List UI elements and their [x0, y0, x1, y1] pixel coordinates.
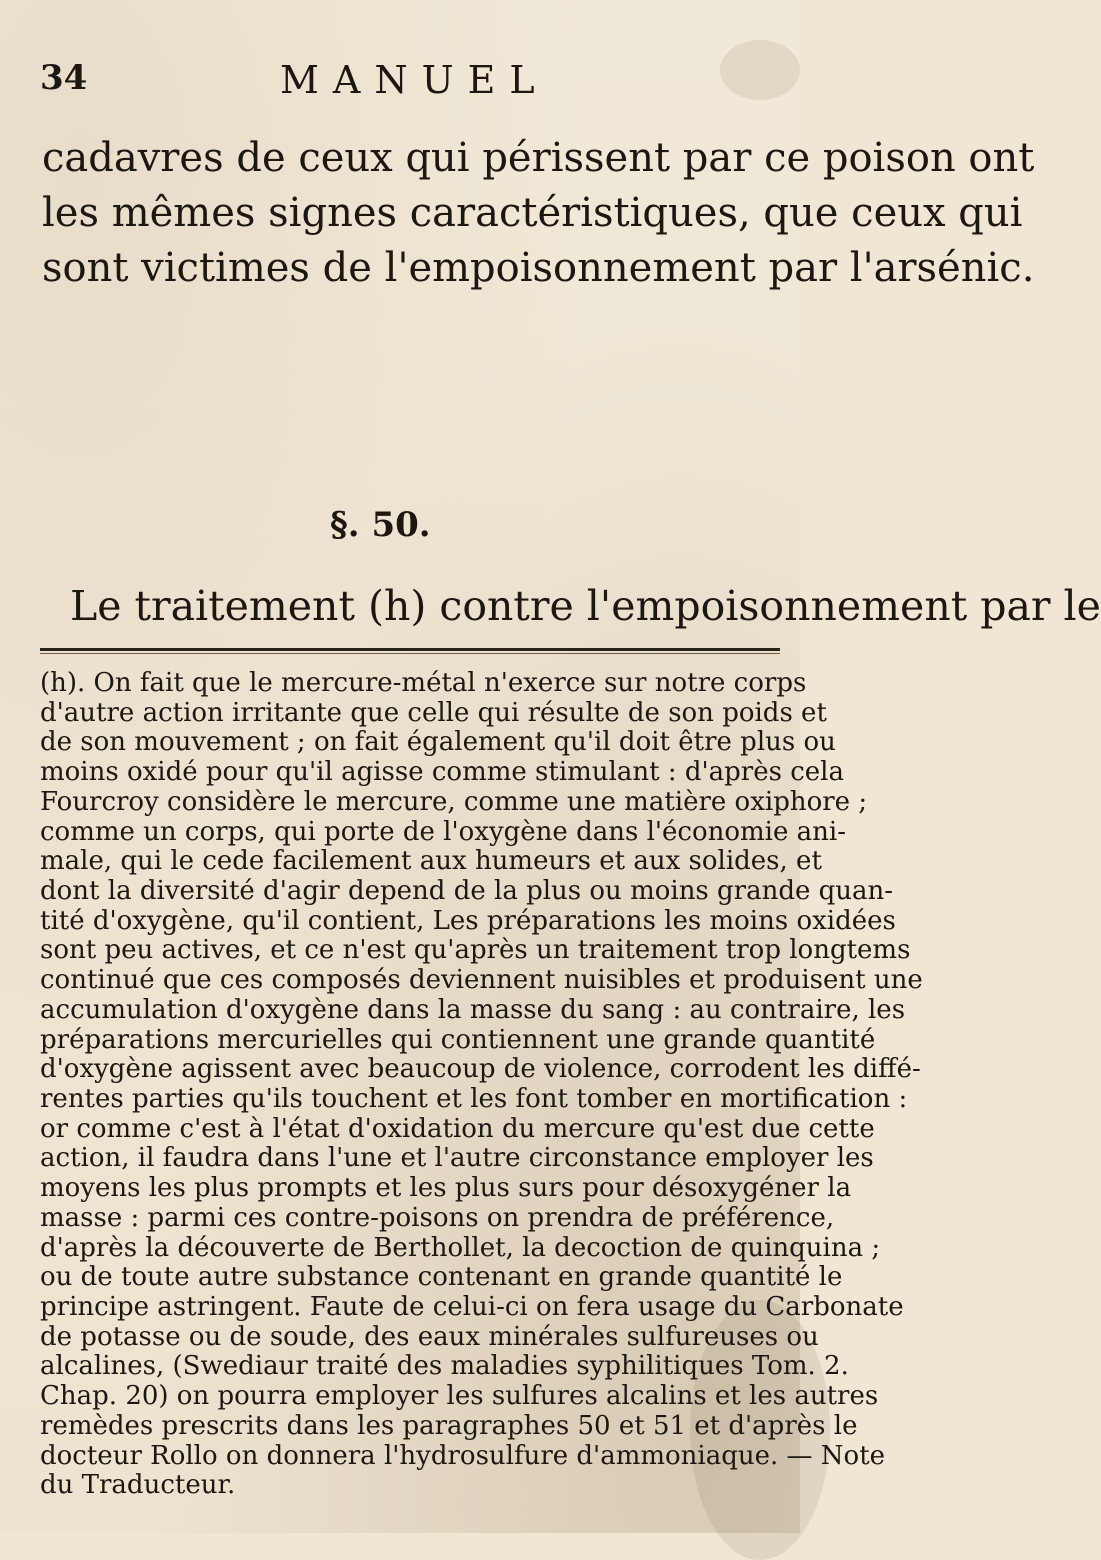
note-line: d'après la découverte de Berthollet, la decoction de quinquina ;: [40, 1232, 881, 1263]
note-line: ou de toute autre substance contenant en grande quantité le: [40, 1262, 843, 1293]
note-line: de potasse ou de soude, des eaux minérales sulfureuses ou: [40, 1321, 819, 1352]
note-line: de son mouvement ; on fait également qu'il doit être plus ou: [40, 727, 836, 758]
note-line: or comme c'est à l'état d'oxidation du mercure qu'est due cette: [40, 1113, 875, 1144]
body-line: les mêmes signes caractéristiques, que ceux qui: [42, 190, 1023, 236]
note-line: docteur Rollo on donnera l'hydrosulfure d'ammoniaque. — Note: [40, 1440, 886, 1471]
page-number: 34: [40, 58, 88, 98]
note-line: masse : parmi ces contre-poisons on prendra de préférence,: [40, 1202, 835, 1233]
note-line: préparations mercurielles qui contiennent une grande quantité: [40, 1024, 876, 1055]
note-line: moyens les plus prompts et les plus surs pour désoxygéner la: [40, 1173, 852, 1204]
note-line: remèdes prescrits dans les paragraphes 50 et 51 et d'après le: [40, 1410, 858, 1441]
footnote-rule-thin: [40, 653, 780, 654]
section-title: Le traitement (h) contre l'empoisonnement par le: [70, 582, 1101, 630]
note-line: principe astringent. Faute de celui-ci on fera usage du Carbonate: [40, 1292, 904, 1322]
note-line: action, il faudra dans l'une et l'autre circonstance employer les: [40, 1143, 874, 1174]
running-head: MANUEL: [280, 58, 549, 102]
note-line: comme un corps, qui porte de l'oxygène dans l'économie ani-: [40, 816, 846, 847]
note-line: rentes parties qu'ils touchent et les font tomber en mortification :: [40, 1084, 908, 1114]
note-line: moins oxidé pour qu'il agisse comme stimulant : d'après cela: [40, 757, 844, 788]
note-line: alcalines, (Swediaur traité des maladies syphilitiques Tom. 2.: [40, 1351, 849, 1382]
page-header: [40, 58, 780, 108]
note-line: (h). On fait que le mercure-métal n'exerce sur notre corps: [40, 668, 807, 698]
body-line: sont victimes de l'empoisonnement par l'arsénic.: [42, 245, 1035, 291]
section-marker: §. 50.: [330, 505, 431, 545]
note-line: d'autre action irritante que celle qui résulte de son poids et: [40, 697, 827, 728]
footnote-rule: [40, 648, 780, 651]
note-line: Chap. 20) on pourra employer les sulfures alcalins et les autres: [40, 1381, 879, 1412]
note-line: dont la diversité d'agir depend de la plus ou moins grande quan-: [40, 876, 894, 906]
note-line: continué que ces composés deviennent nuisibles et produisent une: [40, 965, 923, 996]
note-line: Fourcroy considère le mercure, comme une matière oxiphore ;: [40, 786, 868, 817]
note-line: accumulation d'oxygène dans la masse du sang : au contraire, les: [40, 994, 906, 1025]
note-line: d'oxygène agissent avec beaucoup de violence, corrodent les diffé-: [40, 1054, 921, 1085]
note-line: male, qui le cede facilement aux humeurs et aux solides, et: [40, 846, 822, 877]
note-line: sont peu actives, et ce n'est qu'après un traitement trop longtems: [40, 935, 911, 966]
note-line: tité d'oxygène, qu'il contient, Les préparations les moins oxidées: [40, 905, 896, 936]
body-line: cadavres de ceux qui périssent par ce poison ont: [42, 135, 1035, 181]
note-line: du Traducteur.: [40, 1470, 236, 1501]
